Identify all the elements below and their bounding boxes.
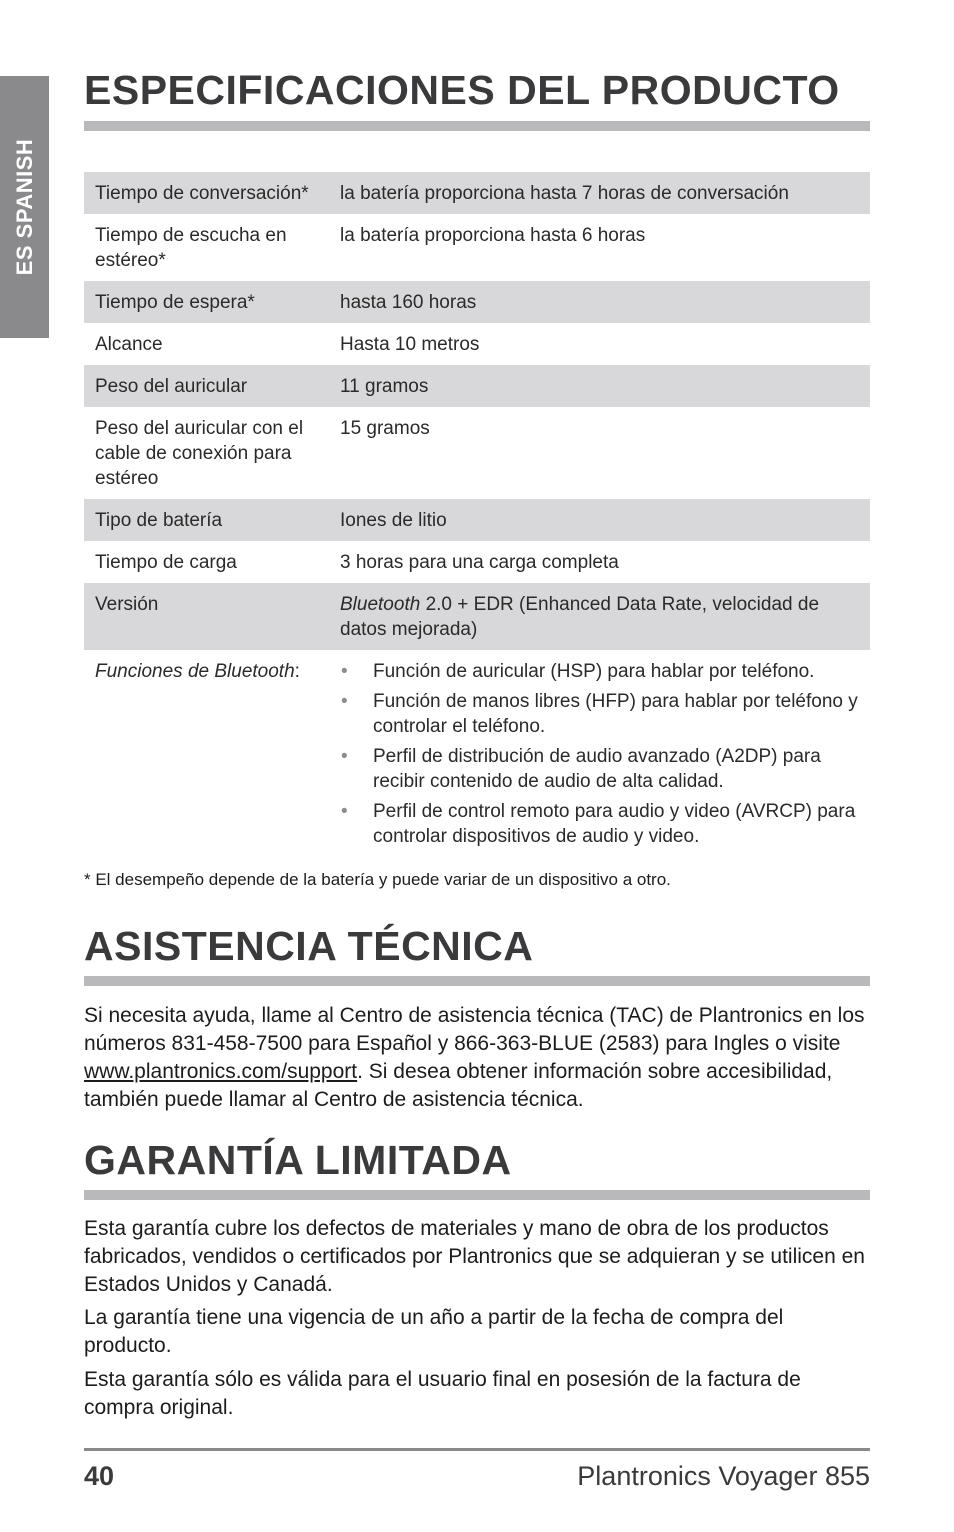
spec-value: la batería proporciona hasta 7 horas de conversación: [329, 172, 870, 214]
tac-text: Si necesita ayuda, llame al Centro de asistencia técnica (TAC) de Plantronics en los números 831-458-7500 para Español y 866-363-BLUE (2583) para Ingles o visite: [84, 1004, 865, 1055]
spec-label: Tiempo de conversación*: [84, 172, 329, 214]
spec-title-rule: [84, 121, 870, 131]
version-detail: 2.0 + EDR (Enhanced Data Rate, velocidad de datos mejorada): [340, 594, 820, 640]
spec-row-talk-time: [84, 172, 870, 214]
spec-value: 15 gramos: [340, 418, 430, 439]
spec-label: Tiempo de carga: [95, 552, 237, 573]
spec-label: Tiempo de espera*: [84, 281, 329, 323]
spec-label: Alcance: [95, 334, 163, 355]
spec-value: 3 horas para una carga completa: [340, 552, 619, 573]
spec-value: [329, 583, 870, 650]
spec-row-version: [84, 583, 870, 650]
tac-section-title: ASISTENCIA TÉCNICA: [84, 923, 534, 969]
spec-table: [84, 172, 870, 862]
spec-label: Tiempo de escucha en estéreo*: [95, 225, 287, 271]
spec-footnote: * El desempeño depende de la batería y puede variar de un dispositivo a otro.: [84, 870, 671, 889]
footer-rule: [84, 1448, 870, 1451]
list-item: • Perfil de distribución de audio avanzado (A2DP) para recibir contenido de audio de alta calidad.: [340, 744, 860, 794]
spec-label: Tipo de batería: [84, 499, 329, 541]
spec-label: [84, 650, 329, 862]
warranty-title-rule: [84, 1190, 870, 1200]
bluetooth-functions-label: Funciones de Bluetooth: [95, 661, 295, 682]
page-number: 40: [84, 1461, 115, 1491]
spec-label: Versión: [84, 583, 329, 650]
language-tab-label: ES SPANISH: [11, 138, 37, 276]
tac-paragraph: [84, 1002, 874, 1114]
spec-value: [329, 650, 870, 862]
bluetooth-term: Bluetooth: [340, 594, 421, 615]
spec-row-listen-time: [84, 214, 870, 281]
support-link[interactable]: www.plantronics.com/support: [84, 1060, 358, 1083]
language-tab: [0, 76, 49, 338]
spec-section-title: ESPECIFICACIONES DEL PRODUCTO: [84, 67, 840, 113]
bluetooth-functions-colon: :: [294, 661, 300, 682]
spec-label: Peso del auricular con el cable de conexión para estéreo: [95, 418, 304, 489]
bluetooth-functions-list: [340, 659, 860, 849]
list-item: • Perfil de control remoto para audio y video (AVRCP) para controlar dispositivos de audio y video.: [340, 799, 860, 849]
spec-row-charge-time: [84, 541, 870, 583]
warranty-paragraph: Esta garantía cubre los defectos de materiales y mano de obra de los productos fabricados, vendidos o certificados por Plantronics que se adquieran y se utilicen en Estados Unidos y Canadá.: [84, 1217, 865, 1296]
warranty-paragraph: Esta garantía sólo es válida para el usuario final en posesión de la factura de compra original.: [84, 1368, 801, 1419]
spec-value: Iones de litio: [329, 499, 870, 541]
warranty-section-title: GARANTÍA LIMITADA: [84, 1137, 512, 1183]
product-name: Plantronics Voyager 855: [577, 1461, 870, 1491]
spec-row-bluetooth-functions: [84, 650, 870, 862]
spec-value: hasta 160 horas: [329, 281, 870, 323]
spec-value: 11 gramos: [329, 365, 870, 407]
tac-text-end: . Si desea obtener información sobre accesibilidad, también puede llamar al Centro de asistencia técnica.: [84, 1060, 833, 1111]
spec-row-headset-weight: [84, 365, 870, 407]
spec-row-headset-cable-weight: [84, 407, 870, 499]
spec-value: Hasta 10 metros: [340, 334, 480, 355]
spec-label: Peso del auricular: [84, 365, 329, 407]
tac-title-rule: [84, 976, 870, 986]
warranty-paragraph: La garantía tiene una vigencia de un año a partir de la fecha de compra del producto.: [84, 1306, 784, 1357]
list-item: • Función de auricular (HSP) para hablar por teléfono.: [340, 659, 860, 684]
spec-value: la batería proporciona hasta 6 horas: [340, 225, 646, 246]
spec-row-range: [84, 323, 870, 365]
spec-row-battery-type: [84, 499, 870, 541]
spec-row-standby-time: [84, 281, 870, 323]
list-item: • Función de manos libres (HFP) para hablar por teléfono y controlar el teléfono.: [340, 689, 860, 739]
